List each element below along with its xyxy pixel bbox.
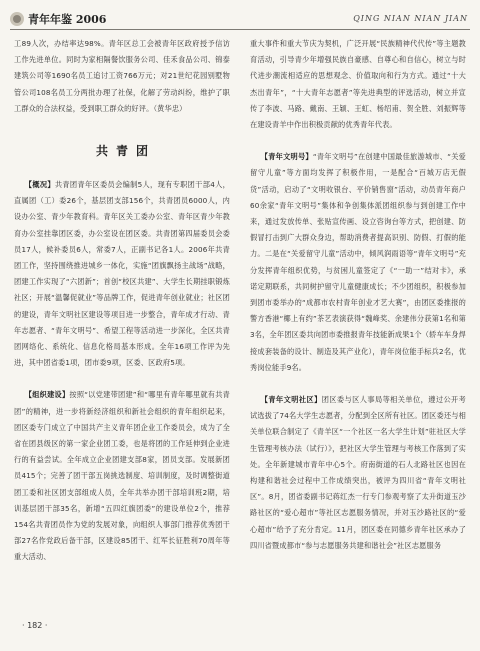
header-tag: QING NIAN NIAN JIAN — [353, 14, 468, 23]
intro-paragraph: 工89人次，办结率达98%。青年区总工会被青年区政府授予信访工作先进单位。同时为家相隔餐饮服务公司、佳禾食品公司、锦泰建筑公司等1690名员工追讨工资766万元；对21世纪花园别墅物管公司108名员工分两批办理了社保，化解了劳动纠纷，维护了职工群众的合法权益，受到职工群众的好评。（黄华忠） — [14, 39, 230, 113]
paragraph-gap — [250, 133, 466, 149]
right-column — [250, 36, 466, 554]
wmh-label: 【青年文明号】 — [260, 152, 313, 162]
page-number: · 182 · — [22, 621, 48, 630]
overview-text: 共青团青年区委员会编制5人，现有专职团干部4人，直属团（工）委26个，基层团支部156个，共青团员6000人，内设办公室、青少年教育科。青年区关工委办公室、青年区青少年教育办公室挂靠团区委，办公室设在团区委。共青团第四届委员会委员17人，候补委员6人，常委7人，正副书记各1人。2006年共青团工作，坚持围绕推进城乡一体化，实施“团旗飘扬主战场”战略，团建工作实现了“六团新”；首创“校区共建”、大学生长期挂职锻炼社区；开展“温馨促就业”等品牌工作，促进青年创业就业；社区团的建设，青年文明社区建设等项目进一步整合，青年成才行动、青年志愿者、“青年文明号”、希望工程等活动进一步深化，全区共青团网络化、系统化、信息化格局基本形成。全年16项工作评为先进，其中团省委1项，团市委9项，区委、区政府5项。 — [14, 180, 230, 368]
overview-paragraph — [14, 177, 230, 371]
overview-label: 【概况】 — [24, 180, 55, 190]
wmh-paragraph — [250, 149, 466, 376]
yearbook-logo-icon — [10, 12, 24, 26]
wmc-paragraph — [250, 392, 466, 554]
wmh-text: “青年文明号”在创建中国最佳旅游城市、“关爱留守儿童”等方面均发挥了积极作用，一是配合“百城万店无假货”活动，启动了“文明收银台、平价销售窗”活动，动员青年商户60余家“青年文明号”集体和争创集体派团组织参与到创建工作中来，通过发放传单、张贴宣传画、设立咨询台等方式，把创建、防假冒打击到广大群众身边，帮助消费者提高识别、防假、打假的能力。二是在“关爱留守儿童”活动中，倾风润雨语等“青年文明号”充分发挥青年组织优势，与贫困儿童签定了《“一助一”结对卡》，承诺定期联系，共同树护留守儿童健康成长；不少团组织，积极参加到团市委举办的“成都市农村青年创业才艺大赛”，由团区委推报的警方香港“椰上有约”茶艺表演获得“魏峰奖、余建伟分获第1名和第3名，全年团区委共向团市委推报青年技能新成果1个（轿车车身焊接成套装备的设计、制造及其产业化），青年岗位能手标兵2名，优秀岗位能手9名。 — [250, 152, 466, 372]
org-text: 按照“以党建带团建”和“哪里有青年哪里就有共青团”的精神，进一步将新经济组织和新社会组织的青年组织起来，团区委专门成立了中国共产主义青年团企业工作委员会，成为了全省在团县级区的第一家企业团工委，也是将团的工作延伸到企业进行的有益尝试。全年成立企业团建支部8家，团员支部。发展新团员415个；完善了团干部五岗挑选制度、培训制度，及时调整街道团工委和社区团支部组成人员，全年共举办团干部培训班2期，培训基层团干部35名，新增“五四红旗团委”的建设单位2个，推荐154名共青团员作为党的发展对象，向组织人事部门推荐优秀团干部27名作党政后备干部，区建设85团干、红军长征胜利70周年等重大活动、 — [14, 390, 230, 562]
wmc-text: 团区委与区人事局等相关单位，遵过公开考试选拔了74名大学生志愿者，分配到全区所有社区。团区委还与相关单位联合制定了《青羊区“一个社区一名大学生计划”驻社区大学生管理考核办法（试行）》，把社区大学生管理与考核工作落到了实处。全年新建城市青年中心5个。府南街道的石人北路社区也因在构建和谐社会过程中工作成绩突出，被评为四川省“青年文明社区”。8月，团省委副书记蒋红杰一行专门参观考察了太升街道玉沙路社区的“爱心超市”等社区志愿服务情况，并对玉沙路社区的“爱心超市”给予了充分肯定。11月，团区委在同德乡青年社区承办了四川省暨成都市“参与志愿服务共建和谐社会”社区志愿服务 — [250, 395, 467, 550]
header-divider — [10, 29, 470, 30]
wmc-label: 【青年文明社区】 — [260, 395, 322, 405]
paragraph-gap — [14, 371, 230, 387]
paragraph-gap — [250, 376, 466, 392]
section-title: 共青团 — [95, 144, 156, 159]
header-title: 青年年鉴 2006 — [28, 13, 107, 26]
page-header — [10, 6, 470, 32]
continued-paragraph: 重大事件和重大节庆为契机，广泛开展“民族精神代代传”等主题教育活动，引导青少年增强民族自豪感、自尊心和自信心，树立与时代进步潮流相适应的思想观念、价值取向和行为方式。通过“十大杰出青年”，“十大青年志愿者”等先进典型的评选活动，树立并宣传了李波、马路、戴南、王颖、王虹、杨绍甫、贺全胜、刘振辉等在建设青羊中作出积极贡献的优秀青年代表。 — [250, 39, 466, 130]
left-column — [14, 36, 230, 566]
org-paragraph — [14, 387, 230, 565]
org-label: 【组织建设】 — [24, 390, 70, 400]
